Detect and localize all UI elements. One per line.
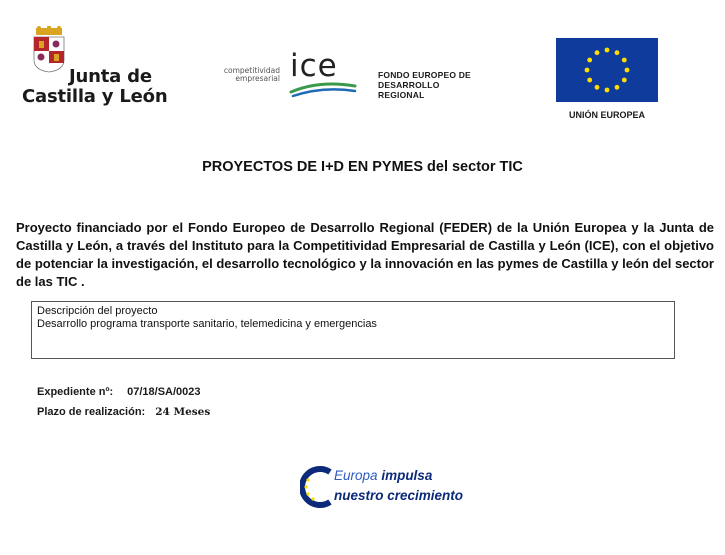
intro-paragraph: Proyecto financiado por el Fondo Europeo de Desarrollo Regional (FEDER) de la Unión Europea y la Junta de Castilla y León, a través del Instituto para la Competitividad Empresarial de Castilla y León (ICE), con el objetivo de potenciar la investigación, el desarrollo tecnológico y la innovación en las pymes de Castilla y león del sector de las TIC . [16,220,714,289]
plazo-label: Plazo de realización: [37,406,146,418]
jcyl-logo-line1: Junta de [69,66,152,87]
plazo-value: 24 Meses [155,406,211,418]
europa-logo-line2: nuestro crecimiento [334,488,464,503]
expediente-label: Expediente nº: [37,386,114,398]
page-title: PROYECTOS DE I+D EN PYMES del sector TIC [202,159,523,175]
jcyl-logo [22,26,167,106]
plazo-row [37,406,210,418]
feder-line2: DESARROLLO [378,80,440,90]
expediente-value: 07/18/SA/0023 [127,386,201,398]
ice-logo [204,50,364,100]
feder-line1: FONDO EUROPEO DE [378,70,471,80]
jcyl-logo-line2: Castilla y León [22,86,168,107]
ice-tagline-line1: competitividad [223,66,280,75]
ice-tagline-line2: empresarial [235,74,280,83]
europa-logo-word1: Europa [334,468,378,483]
project-description-value: Desarrollo programa transporte sanitario, telemedicina y emergencias [37,318,377,330]
ice-logo-tagline [204,67,280,83]
eu-label: UNIÓN EUROPEA [568,110,645,120]
europa-impulsa-logo [300,466,472,508]
jcyl-coat-of-arms-icon [30,26,68,82]
europa-circle-icon [300,466,336,508]
expediente-row [37,386,201,398]
europa-logo-word2: impulsa [381,468,433,483]
project-description-label: Descripción del proyecto [37,305,158,317]
eu-flag-icon [556,38,658,102]
feder-logo-text [378,70,471,100]
ice-logo-name: ice [290,48,338,84]
feder-line3: REGIONAL [378,90,425,100]
europa-logo-line1 [334,468,432,483]
ice-swoosh-icon [289,78,359,98]
project-description-box [31,301,675,359]
